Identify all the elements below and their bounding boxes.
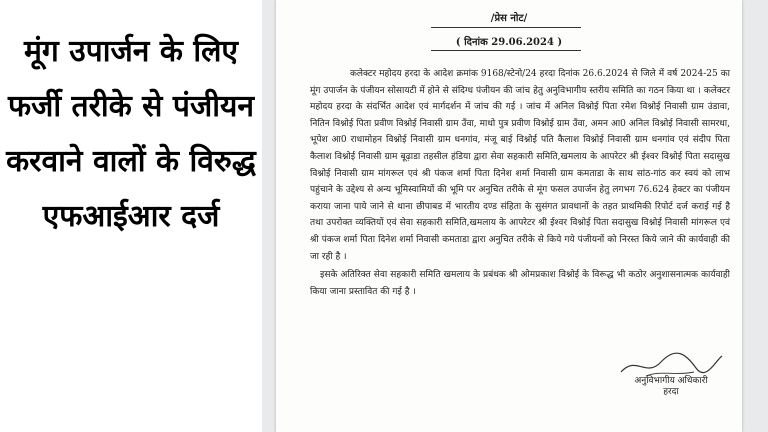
paragraph-1: कलेक्टर महोदय हरदा के आदेश क्रमांक 9168/स्टेनो/24 हरदा दिनांक 26.6.2024 से जिले में वर्ष 2024-25 का मूंग उपार्जन के पंजीयन सोसायटी में होने से संदिग्ध पंजीयन की जांच हेतु अनुविभागीय स्तरीय समिति का गठन किया था । कलेक्टर महोदय हरदा के संदर्भित आदेश एवं मार्गदर्शन में जांच की गई । जांच में अनिल विश्नोई पिता रमेश विश्नोई निवासी ग्राम उंडावा, नितिन विश्नोई पिता प्रवीण विश्नोई निवासी ग्राम उँवा, माधो पुत्र प्रवीण विश्नोई ग्राम उँवा, अमन आ0 अनिल विश्नोई निवासी सामरधा, भूपेश आ0 राधामोहन विश्नोई निवासी ग्राम धनगांव, मंजू बाई विश्नोई पति कैलाश विश्नोई निवासी ग्राम धनगांव एवं संदीप पिता कैलाश विश्नोई निवासी ग्राम बूढ़ाडा तहसील हंडिया द्वारा सेवा सहकारी समिति,खमलाय के आपरेटर श्री ईश्वर विश्नोई पिता सदासुख विश्नोई निवासी ग्राम मांगरूल एवं श्री पंकज शर्मा पिता दिनेश शर्मा निवासी ग्राम कमताडा के साथ सांठ-गांठ कर स्वयं को लाभ पहुंचाने के उद्देश्य से अन्य भूमिस्वामियों की भूमि पर अनुचित तरीके से मूंग फसल उपार्जन हेतु लगभग 76.624 हेक्टर का पंजीयन कराया जाना पाये जाने से थाना छीपाबड में भारतीय दण्ड संहिता के सुसंगत प्रावधानों के तहत प्राथमिकी रिपोर्ट दर्ज कराई गई है तथा उपरोक्त व्यक्तियों एवं सेवा सहकारी समिति,खमलाय के आपरेटर श्री ईश्वर विश्नोई पिता सदासुख विश्नोई निवासी मांगरूल एवं श्री पंकज शर्मा पिता दिनेश शर्मा निवासी कमताडा द्वारा अनुचित तरीके से किये गये पंजीयनों को निरस्त किये जाने की कार्यवाही की जा रही है ।: [310, 69, 730, 262]
signature-place: हरदा: [663, 387, 679, 397]
signature-block: [606, 376, 736, 398]
signature-title: अनुविभागीय अधिकारी: [634, 376, 708, 386]
press-note-date: ( दिनांक 29.06.2024 ): [455, 37, 563, 48]
press-note-title: /प्रेस नोट/: [490, 13, 528, 24]
press-note-document: [276, 0, 742, 432]
headline: मूंग उपार्जन के लिए फर्जी तरीके से पंजीयन करवाने वालों के विरुद्ध एफआईआर दर्ज: [6, 34, 256, 234]
headline-panel: [0, 0, 262, 432]
press-note-body: [310, 66, 730, 300]
paragraph-2: इसके अतिरिक्त सेवा सहकारी समिति खमलाय के प्रबंधक श्री ओमप्रकाश विश्नोई के विरूद्ध भी कठोर अनुशासनात्मक कार्यवाही किया जाना प्रस्तावित की गई है ।: [310, 270, 730, 297]
date-underline: [431, 50, 581, 51]
title-underline: [431, 27, 581, 28]
